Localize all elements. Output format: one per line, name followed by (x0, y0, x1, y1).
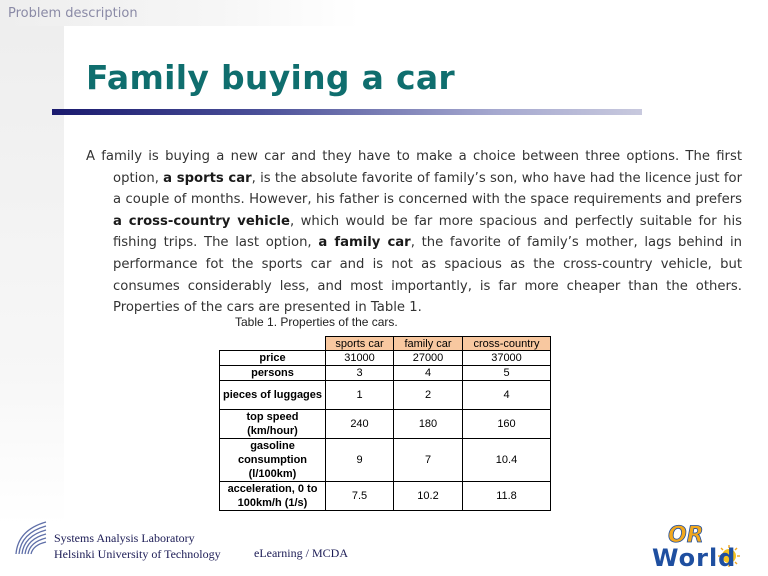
table-row (220, 410, 551, 439)
row-label: acceleration, 0 to 100km/h (1/s) (220, 482, 326, 511)
row-label: pieces of luggages (220, 381, 326, 410)
text-segment: , the favorite of family’s mother, lags behind in performance fot the sports car and is not as spacious as the cross-country vehicle, but consumes considerably less, and most importantly, is far more cheaper than the others. Properties of the cars are presented in Table 1. (113, 235, 742, 316)
column-header-cross-country: cross-country (463, 337, 551, 351)
table-row (220, 381, 551, 410)
footer-lab-line1: Systems Analysis Laboratory (54, 531, 195, 545)
footer-lab-line2: Helsinki University of Technology (54, 547, 221, 561)
text-segment: , which would be far more spacious and perfectly suitable for his fishing trips. The last option, (113, 213, 742, 251)
top-header-bar (0, 0, 360, 26)
table-cell: 27000 (394, 351, 463, 366)
footer-elearning: eLearning / MCDA (254, 546, 348, 560)
table-cell: 3 (326, 366, 394, 381)
column-header-family-car: family car (394, 337, 463, 351)
logo-text-world: World (652, 544, 737, 572)
text-segment: , is the absolute favorite of family’s son, who have had the licence just for a couple of months. However, his father is concerned with the space requirements and prefers (113, 170, 742, 208)
table-cell: 180 (394, 410, 463, 439)
table-cell: 240 (326, 410, 394, 439)
option-cross-country: a cross-country vehicle (113, 213, 290, 229)
text-segment: A family is buying a new car and they have to make a choice between three options. The first option, (86, 149, 742, 186)
table-row (220, 439, 551, 482)
table-cell: 10.2 (394, 482, 463, 511)
table-cell: 160 (463, 410, 551, 439)
table-cell: 10.4 (463, 439, 551, 482)
row-label: top speed (km/hour) (220, 410, 326, 439)
table-header-row (220, 337, 551, 351)
row-label: price (220, 351, 326, 366)
table-cell: 11.8 (463, 482, 551, 511)
table-cell: 5 (463, 366, 551, 381)
footer-lab-name (54, 530, 221, 562)
table-cell: 31000 (326, 351, 394, 366)
or-world-logo (650, 520, 762, 572)
title-underline (52, 109, 642, 115)
table-corner-cell (220, 337, 326, 351)
logo-text-or: OR (668, 523, 704, 548)
row-label: gasoline consumption (l/100km) (220, 439, 326, 482)
table-cell: 1 (326, 381, 394, 410)
option-family-car: a family car (318, 235, 411, 251)
table-row (220, 482, 551, 511)
table-cell: 37000 (463, 351, 551, 366)
left-sidebar-band (0, 26, 64, 526)
sal-swirl-logo (12, 518, 52, 558)
slide-title: Family buying a car (86, 58, 455, 97)
table-cell: 7 (394, 439, 463, 482)
car-properties-table (219, 336, 551, 511)
column-header-sports-car: sports car (326, 337, 394, 351)
option-sports-car: a sports car (163, 170, 252, 186)
problem-description-paragraph (86, 146, 742, 319)
table-row (220, 351, 551, 366)
table-cell: 4 (394, 366, 463, 381)
table-cell: 2 (394, 381, 463, 410)
table-caption: Table 1. Properties of the cars. (235, 315, 398, 329)
table-cell: 4 (463, 381, 551, 410)
section-label: Problem description (8, 6, 138, 21)
table-cell: 7.5 (326, 482, 394, 511)
table-row (220, 366, 551, 381)
table-cell: 9 (326, 439, 394, 482)
row-label: persons (220, 366, 326, 381)
